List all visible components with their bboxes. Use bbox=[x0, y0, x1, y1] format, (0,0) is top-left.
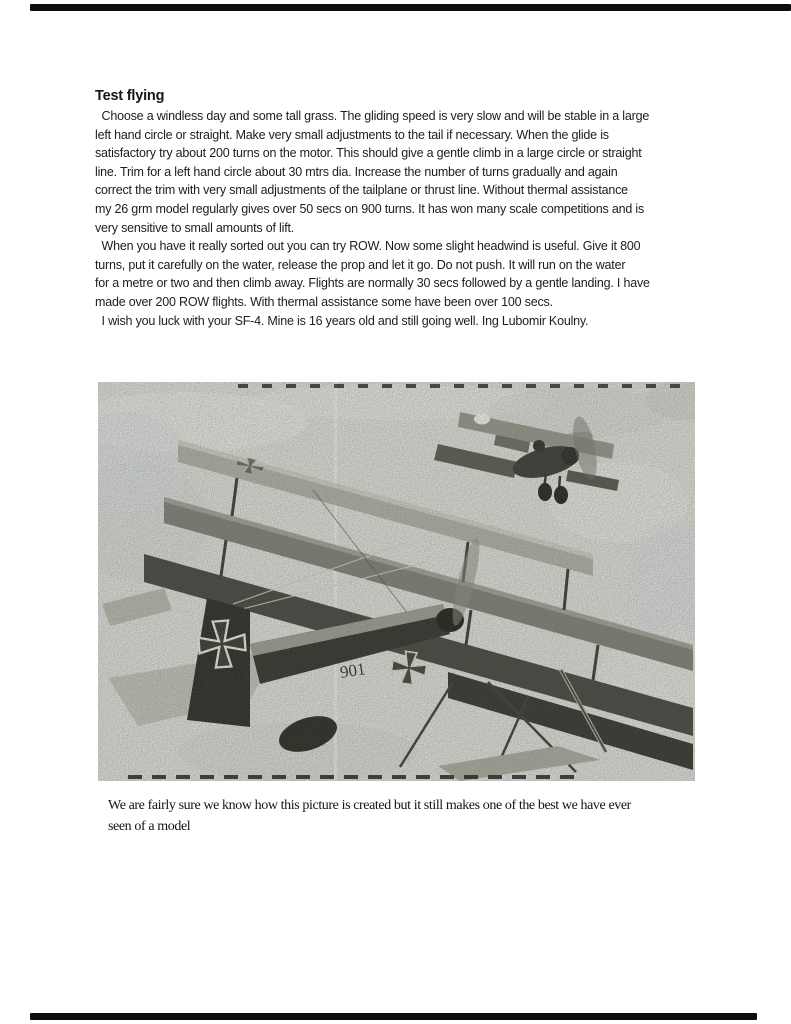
section-heading: Test flying bbox=[95, 88, 165, 104]
photo-caption bbox=[108, 796, 728, 837]
photo-grain bbox=[98, 382, 695, 781]
article-text-block bbox=[95, 88, 745, 330]
body-line: turns, put it carefully on the water, release the prop and let it go. Do not push. It will run on the water bbox=[95, 257, 626, 272]
body-line: my 26 grm model regularly gives over 50 secs on 900 turns. It has won many scale competitions and is bbox=[95, 201, 645, 216]
scan-streak-top bbox=[30, 4, 791, 11]
body-line: When you have it really sorted out you can try ROW. Now some slight headwind is useful. Give it 800 bbox=[95, 239, 641, 254]
body-line: Choose a windless day and some tall grass. The gliding speed is very slow and will be stable in a large bbox=[95, 109, 650, 123]
caption-line: seen of a model bbox=[108, 818, 191, 834]
body-line: left hand circle or straight. Make very small adjustments to the tail if necessary. When the glide is bbox=[95, 127, 609, 142]
photo-illustration bbox=[98, 382, 695, 781]
body-line: satisfactory try about 200 turns on the motor. This should give a gentle climb in a large circle or straight bbox=[95, 146, 642, 161]
body-line: I wish you luck with your SF-4. Mine is 16 years old and still going well. Ing Lubomir Koulny. bbox=[95, 313, 589, 328]
body-line: very sensitive to small amounts of lift. bbox=[95, 220, 295, 235]
scan-streak-bottom bbox=[30, 1013, 757, 1020]
model-aircraft-photo bbox=[98, 382, 695, 781]
body-line: made over 200 ROW flights. With thermal assistance some have been over 100 secs. bbox=[95, 294, 553, 309]
body-line: correct the trim with very small adjustments of the tailplane or thrust line. Without thermal assistance bbox=[95, 183, 628, 198]
caption-line: We are fairly sure we know how this picture is created but it still makes one of the best we have ever bbox=[108, 798, 631, 813]
body-line: for a metre or two and then climb away. Flights are normally 30 secs followed by a gentle landing. I have bbox=[95, 276, 650, 291]
body-line: line. Trim for a left hand circle about 30 mtrs dia. Increase the number of turns gradually and again bbox=[95, 164, 618, 179]
